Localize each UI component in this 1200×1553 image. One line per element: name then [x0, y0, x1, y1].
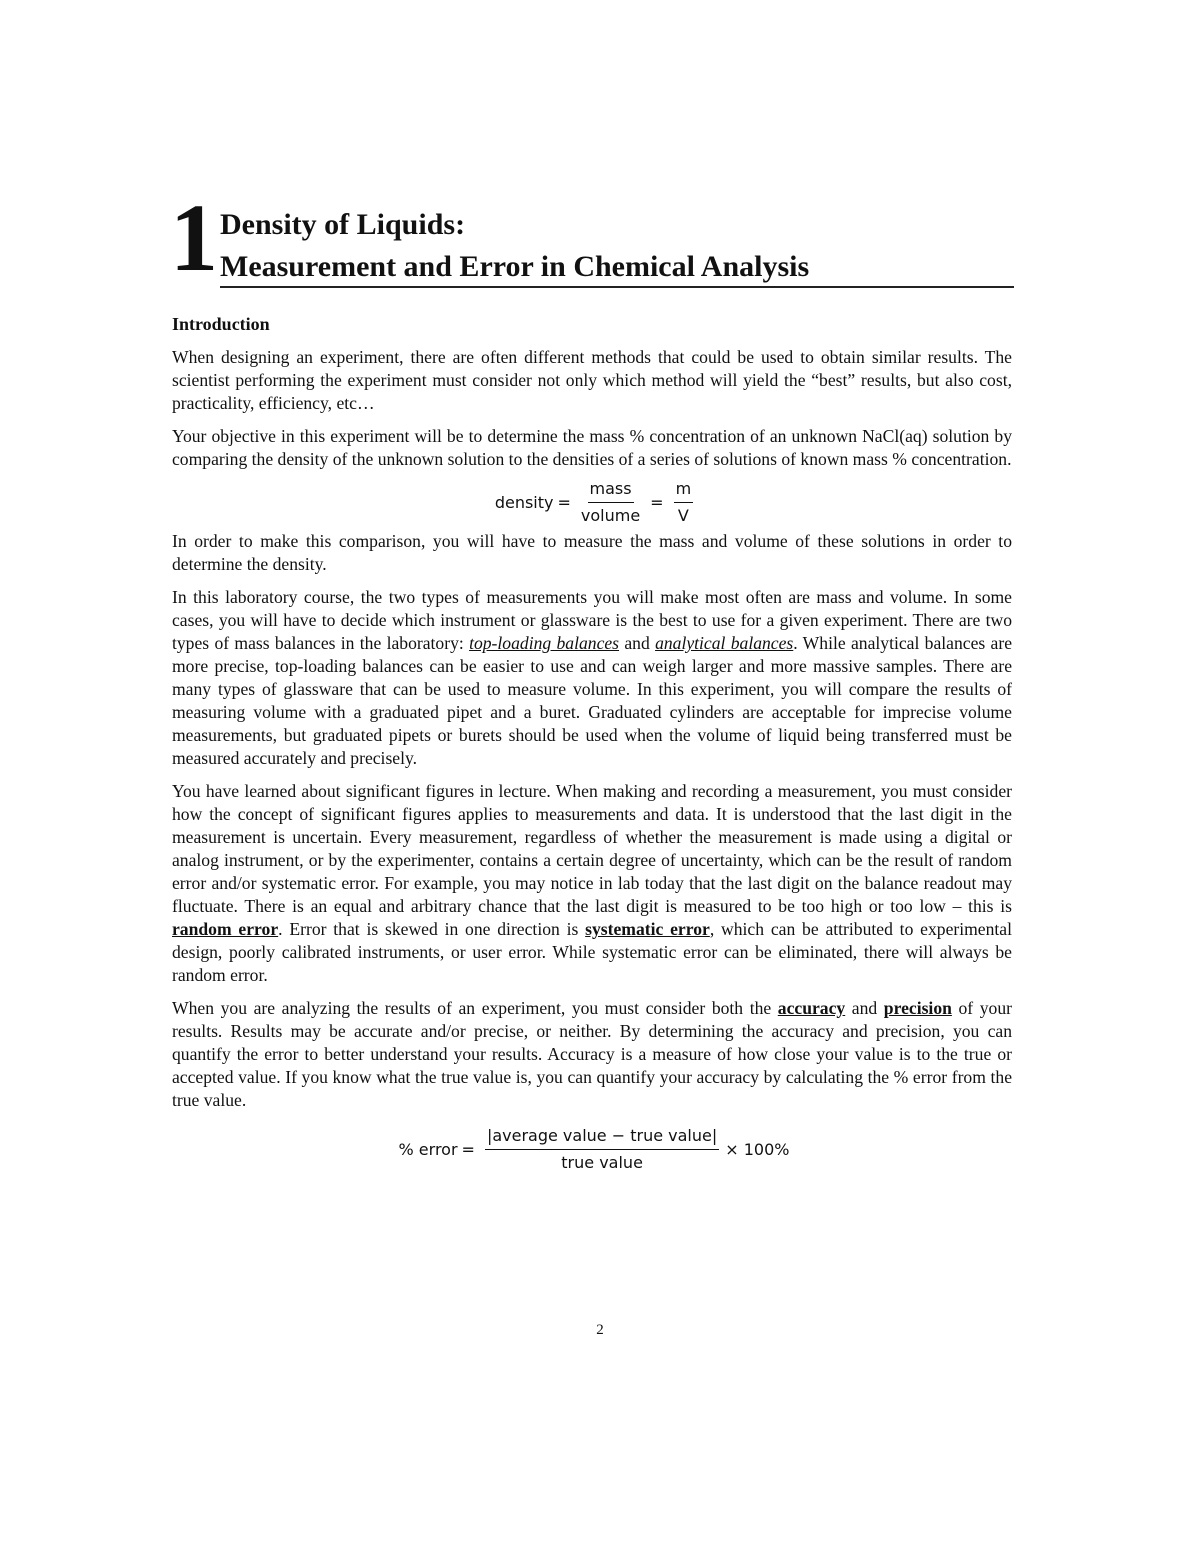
fraction-denominator-v: V: [677, 506, 689, 525]
paragraph-objective: Your objective in this experiment will be to determine the mass % concentration of an unknown NaCl(aq) solution by comparing the density of the unknown solution to the densities of a series of solutions of known mass % concentration.: [172, 426, 1012, 469]
percent-error-fraction: [485, 1126, 719, 1173]
term-random-error: random error: [172, 919, 279, 939]
fraction-numerator-m: m: [674, 479, 694, 503]
link-analytical-balances[interactable]: analytical balances: [655, 633, 794, 653]
density-equation-lhs: density: [494, 493, 554, 512]
main-content: [172, 312, 1012, 1173]
text-run: . While analytical balances are more precise, top-loading balances can be easier to use and can weigh larger and more massive samples. There are many types of glassware that can be used to measure volume. In this experiment, you will compare the results of measuring volume with a graduated pipet and a buret. Graduated cylinders are acceptable for imprecise volume measurements, but graduated pipets or burets should be used when the volume of liquid being transferred must be measured accurately and precisely.: [172, 633, 1013, 768]
link-top-loading-balances[interactable]: top-loading balances: [469, 633, 620, 653]
paragraph-significant-figures: [172, 780, 1012, 987]
chapter-title-rule: [220, 286, 1014, 288]
chapter-title-line-2: Measurement and Error in Chemical Analysis: [220, 250, 810, 283]
percent-error-equation: [172, 1126, 1012, 1173]
paragraph-measurements: [172, 586, 1012, 770]
chapter-title: [220, 204, 1014, 288]
fraction-numerator-difference: |average value − true value|: [485, 1126, 719, 1150]
equals-sign: =: [557, 493, 571, 512]
section-heading-introduction: Introduction: [172, 314, 270, 334]
text-run: and: [619, 633, 656, 653]
equals-sign: =: [461, 1140, 475, 1159]
percent-error-lhs: % error: [398, 1140, 458, 1159]
chapter-number: 1: [170, 184, 216, 291]
m-over-v-fraction: [674, 479, 694, 526]
text-run: In this laboratory course, the two types of measurements you will make most often are mass and volume. In some cases, you will have to decide which instrument or glassware is the best to use for a given experiment. There are two types of mass balances in the laboratory:: [172, 587, 1012, 653]
fraction-numerator-mass: mass: [588, 479, 634, 503]
mass-over-volume-fraction: [581, 479, 640, 526]
text-run: When you are analyzing the results of an experiment, you must consider both the: [172, 998, 778, 1018]
fraction-denominator-true-value: true value: [561, 1153, 643, 1172]
equals-sign: =: [650, 493, 664, 512]
page-number: 2: [596, 1322, 604, 1338]
text-run: and: [845, 998, 884, 1018]
chapter-title-line-1: Density of Liquids:: [220, 208, 466, 241]
paragraph-methods: When designing an experiment, there are often different methods that could be used to obtain similar results. The scientist performing the experiment must consider not only which method will yield the “best” results, but also cost, practicality, efficiency, etc…: [172, 347, 1012, 413]
term-accuracy: accuracy: [777, 998, 846, 1018]
chapter-header: [170, 184, 1014, 291]
paragraph-comparison: In order to make this comparison, you will have to measure the mass and volume of these solutions in order to determine the density.: [172, 531, 1012, 574]
text-run: of your results. Results may be accurate and/or precise, or neither. By determining the accuracy and precision, you can quantify the error to better understand your results. Accuracy is a measure of how close your value is to the true or accepted value. If you know what the true value is, you can quantify your accuracy by calculating the % error from the true value.: [172, 998, 1012, 1110]
text-run: , which can be attributed to experimental design, poorly calibrated instruments, or user error. While systematic error can be eliminated, there will always be random error.: [172, 919, 1013, 985]
fraction-denominator-volume: volume: [580, 506, 641, 525]
density-equation: [172, 479, 1012, 526]
text-run: . Error that is skewed in one direction is: [278, 919, 586, 939]
term-systematic-error: systematic error: [585, 919, 710, 939]
times-hundred-percent: × 100%: [725, 1140, 790, 1159]
text-run: You have learned about significant figures in lecture. When making and recording a measurement, you must consider how the concept of significant figures applies to measurements and data. It is understood that the last digit in the measurement is uncertain. Every measurement, regardless of whether the measurement is made using a digital or analog instrument, or by the experimenter, contains a certain degree of uncertainty, which can be the result of random error and/or systematic error. For example, you may notice in lab today that the last digit on the balance readout may fluctuate. There is an equal and arbitrary chance that the last digit is measured to be too high or too low – this is: [172, 781, 1012, 916]
paragraph-accuracy-precision: [172, 997, 1012, 1112]
term-precision: precision: [883, 998, 952, 1018]
